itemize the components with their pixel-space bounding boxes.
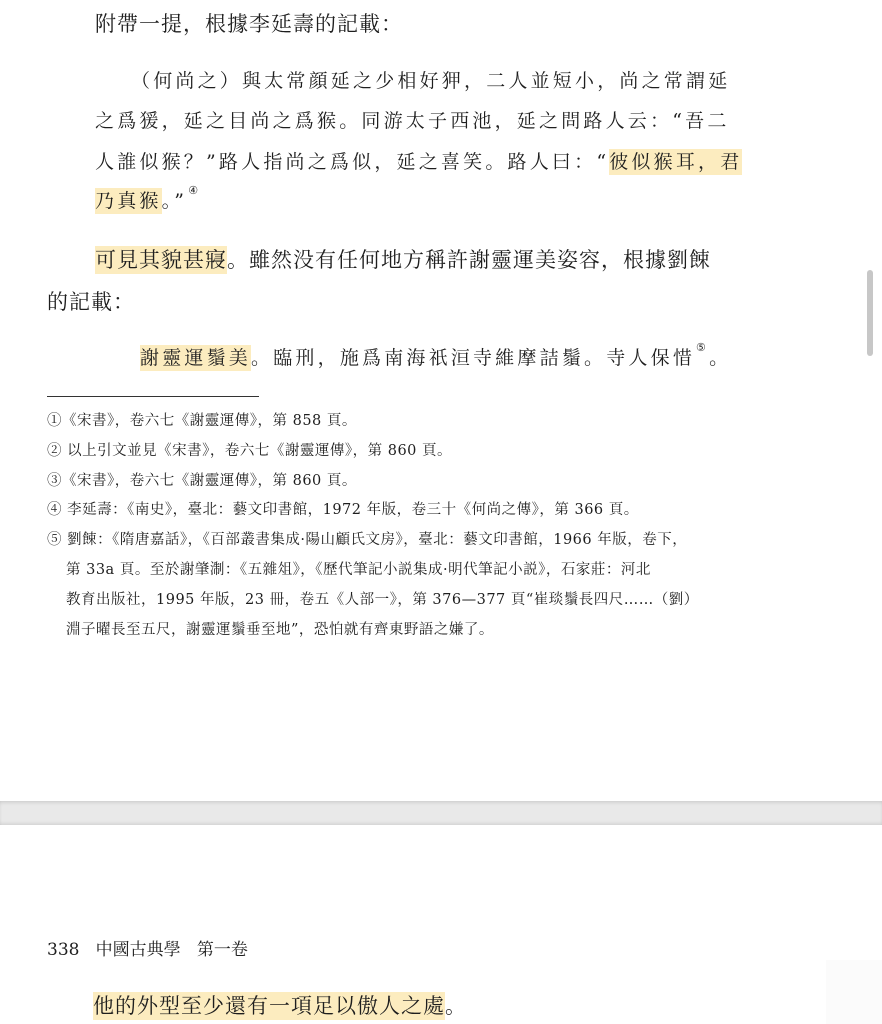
- footnote-3: ③《宋書》，卷六七《謝靈運傳》，第 860 頁。: [47, 473, 357, 489]
- footnote-2: ② 以上引文並見《宋書》，卷六七《謝靈運傳》，第 860 頁。: [47, 443, 453, 459]
- page-header: 338 中國古典學 第一卷: [47, 940, 248, 960]
- quote1-line3: [95, 147, 742, 174]
- next-page-line-end: 。: [445, 994, 467, 1018]
- quote-block-2: [126, 343, 731, 370]
- quote1-line1: （何尚之）與太常顔延之少相好狎，二人並短小，尚之常謂延: [131, 70, 731, 92]
- quote1-line4: [80, 186, 201, 213]
- highlight-segment: 可見其貌甚寢: [95, 248, 227, 272]
- footnote-divider: [47, 396, 259, 397]
- footnote-4: ④ 李延壽：《南史》，臺北：藝文印書館，1972 年版，卷三十《何尚之傳》，第 366 頁。: [47, 502, 639, 518]
- highlight-segment: 謝靈運鬚美: [140, 347, 252, 369]
- quote1-line4-plain: 。”: [161, 190, 188, 212]
- page-break: [0, 801, 882, 825]
- footnote-5-cont-2: 教育出版社，1995 年版，23 冊，卷五《人部一》，第 376—377 頁“崔琰鬚長四尺……（劉）: [66, 592, 699, 608]
- footnote-5: ⑤ 劉餗：《隋唐嘉話》，《百部叢書集成·陽山顧氏文房》，臺北：藝文印書館，1966 年版，卷下，: [47, 532, 688, 548]
- highlight-segment: 他的外型至少還有一項足以傲人之處: [93, 994, 445, 1018]
- vertical-scrollbar[interactable]: [867, 270, 873, 356]
- para2-line1: [82, 244, 711, 274]
- footnote-marker: ⑤: [696, 341, 710, 354]
- footnote-5-cont-3: 淵子曜長至五尺，謝靈運鬚垂至地”，恐怕就有齊東野語之嫌了。: [66, 622, 494, 638]
- footnote-marker: ④: [188, 184, 202, 197]
- corner-overlay: [826, 960, 882, 1024]
- highlight-segment: 彼似猴耳，君: [609, 151, 743, 173]
- next-page-line: [80, 990, 467, 1020]
- quote1-line3-plain: 人誰似猴？”路人指尚之爲似，延之喜笑。路人曰：“: [95, 151, 610, 173]
- quote2-rest: 。臨刑，施爲南海祇洹寺維摩詰鬚。寺人保惜: [251, 347, 696, 369]
- intro-line: 附帶一提，根據李延壽的記載：: [95, 12, 403, 36]
- para2-line1-rest: 。雖然没有任何地方稱許謝靈運美姿容，根據劉餗: [227, 248, 711, 272]
- footnote-1: ①《宋書》，卷六七《謝靈運傳》，第 858 頁。: [47, 413, 357, 429]
- footnote-5-cont-1: 第 33a 頁。至於謝肇淛：《五雜俎》，《歷代筆記小説集成·明代筆記小説》，石家莊：河北: [66, 562, 651, 578]
- quote2-end: 。: [709, 347, 732, 369]
- highlight-segment: 乃真猴: [95, 190, 162, 212]
- quote1-line2: 之爲猨，延之目尚之爲猴。同游太子西池，延之問路人云：“吾二: [95, 110, 730, 132]
- para2-line2: 的記載：: [47, 290, 135, 314]
